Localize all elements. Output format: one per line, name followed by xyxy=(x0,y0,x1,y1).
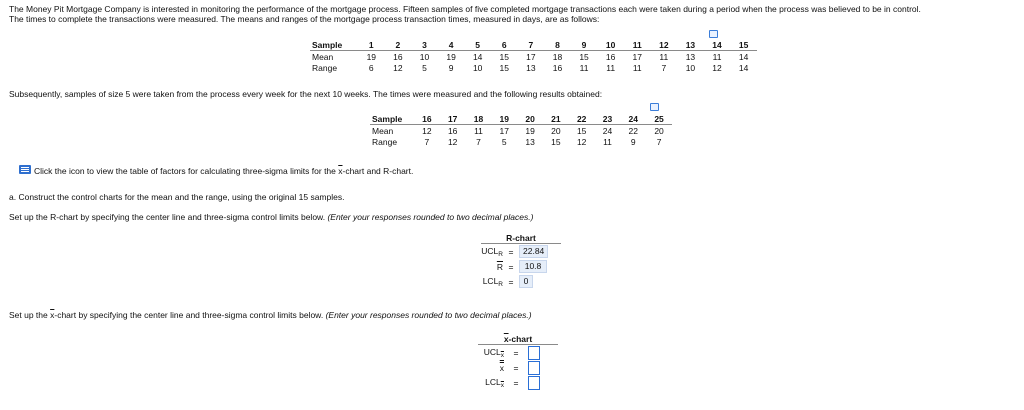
sample-number: 11 xyxy=(624,39,651,51)
equals-sign: = xyxy=(508,246,514,257)
table-row-range xyxy=(310,62,757,73)
table-cell: 20 xyxy=(551,125,561,136)
table-cell: 11 xyxy=(712,51,722,62)
sample-number: 17 xyxy=(440,113,466,125)
table-cell: 9 xyxy=(448,62,454,73)
xchart-xbarbar-label: x xyxy=(499,362,504,373)
rchart-rbar-row xyxy=(481,259,561,274)
table-cell: 9 xyxy=(630,136,636,147)
table-cell: 19 xyxy=(366,51,377,62)
sample-number: 14 xyxy=(704,39,731,51)
click-note-before: Click the icon to view the table of factors for calculating three-sigma limits for the xyxy=(34,166,339,176)
rchart-instruction-main: Set up the R-chart by specifying the center line and three-sigma control limits below. xyxy=(9,212,326,222)
xchart-ucl-row xyxy=(478,345,558,361)
xchart-instruction-after: -chart by specifying the center line and three-sigma control limits below. xyxy=(54,310,324,320)
part-a-text: a. Construct the control charts for the mean and the range, using the original 15 samples. xyxy=(9,192,345,202)
table-cell: 18 xyxy=(552,51,563,62)
xchart-center-input[interactable] xyxy=(528,361,540,375)
table-cell: 10 xyxy=(419,51,430,62)
table-cell: 15 xyxy=(579,51,589,62)
table-cell: 7 xyxy=(424,136,430,147)
click-note xyxy=(34,166,413,176)
table-cell: 10 xyxy=(685,62,696,73)
xchart-table xyxy=(478,333,558,390)
xchart-lcl-label: $LCL_{\overline{x}}$ xyxy=(485,376,504,389)
row-label: Mean xyxy=(372,125,394,136)
row-label: Range xyxy=(312,62,338,73)
sample-number: 10 xyxy=(597,39,624,51)
sample-number: 22 xyxy=(569,113,595,125)
weekly-samples-table xyxy=(370,113,672,147)
sample-number: 18 xyxy=(466,113,492,125)
equals-sign: = xyxy=(513,377,519,388)
sample-number: 13 xyxy=(677,39,704,51)
table-row-range xyxy=(370,136,672,147)
table-cell: 15 xyxy=(499,51,509,62)
table-cell: 15 xyxy=(576,125,587,136)
row-label: Range xyxy=(372,136,398,147)
xchart-ucl-label: $UCL_{\overline{x}}$ xyxy=(483,346,504,359)
table-cell: 14 xyxy=(738,51,749,62)
xchart-ucl-input[interactable] xyxy=(528,346,540,360)
table-cell: 11 xyxy=(579,62,589,73)
table-cell: 17 xyxy=(499,125,510,136)
table-cell: 19 xyxy=(446,51,456,62)
table-header-row xyxy=(370,113,672,125)
xchart-lcl-row xyxy=(478,375,558,390)
equals-sign: = xyxy=(508,276,514,287)
table-cell: 7 xyxy=(661,62,667,73)
xchart-center-row xyxy=(478,360,558,375)
xchart-title: $\overline{x}$-chart xyxy=(478,333,558,345)
xchart-ucl-input-cell xyxy=(528,345,558,361)
xchart-center-input-cell xyxy=(528,360,558,375)
sample-number: 16 xyxy=(414,113,440,125)
row-label: Sample xyxy=(370,113,414,125)
sample-number: 5 xyxy=(464,39,491,51)
xchart-instruction-xbar: $\overline{x}$ xyxy=(50,310,55,320)
equals-sign: = xyxy=(508,261,514,272)
table-cell: 14 xyxy=(738,62,749,73)
sample-number: 25 xyxy=(646,113,672,125)
table-cell: 22 xyxy=(628,125,638,136)
table-cell: 7 xyxy=(476,136,481,147)
table-cell: 13 xyxy=(685,51,696,62)
sample-number: 3 xyxy=(411,39,438,51)
table-cell: 12 xyxy=(576,136,587,147)
equals-sign: = xyxy=(513,347,519,358)
sample-number: 7 xyxy=(518,39,545,51)
sample-number: 2 xyxy=(385,39,412,51)
intro-line-2: The times to complete the transactions were measured. The means and ranges of the mortgage process transaction times, measured in days, are as follows: xyxy=(9,14,600,24)
table-cell: 11 xyxy=(603,136,612,147)
table-cell: 16 xyxy=(552,62,563,73)
rchart-instruction xyxy=(9,212,533,222)
sample-number: 20 xyxy=(517,113,543,125)
table-cell: 5 xyxy=(422,62,427,73)
rchart-ucl-label: $UCL_R$ xyxy=(481,245,503,258)
table-header-row xyxy=(310,39,757,51)
rchart-rbar-label: $\overline{R}$ xyxy=(496,261,503,272)
factors-table-icon[interactable] xyxy=(19,165,31,174)
intro-paragraph xyxy=(9,4,1017,24)
xchart-instruction xyxy=(9,310,532,320)
table-cell: 16 xyxy=(393,51,403,62)
xchart-instruction-note: (Enter your responses rounded to two decimal places.) xyxy=(325,310,532,320)
intro-line-1: The Money Pit Mortgage Company is interested in monitoring the performance of the mortgage process. Fifteen samples of five completed mortgage transactions each were taken during a period when the process was believed to be in control. xyxy=(9,4,921,14)
table-cell: 10 xyxy=(472,62,483,73)
table-cell: 15 xyxy=(499,62,509,73)
sample-number: 6 xyxy=(491,39,518,51)
sample-number: 12 xyxy=(651,39,678,51)
table-cell: 11 xyxy=(632,62,642,73)
table-cell: 24 xyxy=(602,125,613,136)
copy-table-icon[interactable] xyxy=(709,30,718,38)
table-cell: 15 xyxy=(551,136,561,147)
table-cell: 13 xyxy=(526,62,536,73)
table-cell: 12 xyxy=(712,62,722,73)
table-cell: 11 xyxy=(659,51,669,62)
copy-table-icon[interactable] xyxy=(650,103,659,111)
table-cell: 13 xyxy=(525,136,535,147)
table-row-mean xyxy=(370,125,672,137)
sample-number: 8 xyxy=(544,39,571,51)
table-cell: 14 xyxy=(472,51,483,62)
table-cell: 16 xyxy=(447,125,458,136)
row-label: Mean xyxy=(312,51,334,62)
rchart-rbar-value[interactable]: 10.8 xyxy=(519,259,561,274)
rchart-lcl-row xyxy=(481,274,561,289)
sample-number: 15 xyxy=(730,39,757,51)
table-cell: 16 xyxy=(605,51,616,62)
equals-sign: = xyxy=(513,362,519,373)
sample-number: 19 xyxy=(491,113,517,125)
click-note-xbar: $\overline{x}$ xyxy=(338,166,343,176)
click-note-after: -chart and R-chart. xyxy=(342,166,414,176)
xchart-lcl-input[interactable] xyxy=(528,376,540,390)
subsequent-text: Subsequently, samples of size 5 were taken from the process every week for the next 10 weeks. The times were measured and the following results obtained: xyxy=(9,89,603,99)
table-row-mean xyxy=(310,51,757,63)
rchart-lcl-label: $LCL_R$ xyxy=(482,275,503,288)
row-label: Sample xyxy=(310,39,358,51)
rchart-ucl-row xyxy=(481,244,561,260)
rchart-ucl-value[interactable]: 22.84 xyxy=(519,244,561,260)
table-cell: 7 xyxy=(656,136,662,147)
rchart-table xyxy=(481,232,561,289)
rchart-lcl-value[interactable]: 0 xyxy=(519,274,561,289)
table-cell: 20 xyxy=(654,125,664,136)
table-cell: 17 xyxy=(526,51,536,62)
sample-number: 23 xyxy=(595,113,621,125)
sample-number: 9 xyxy=(571,39,598,51)
table-cell: 12 xyxy=(447,136,458,147)
sample-number: 1 xyxy=(358,39,385,51)
xchart-lcl-input-cell xyxy=(528,375,558,390)
sample-number: 4 xyxy=(438,39,465,51)
table-cell: 12 xyxy=(393,62,403,73)
table-cell: 5 xyxy=(501,136,507,147)
sample-number: 21 xyxy=(543,113,569,125)
rchart-title: R-chart xyxy=(481,232,561,244)
table-cell: 17 xyxy=(632,51,642,62)
table-cell: 12 xyxy=(422,125,432,136)
xchart-instruction-before: Set up the xyxy=(9,310,51,320)
original-samples-table xyxy=(310,39,757,73)
sample-number: 24 xyxy=(620,113,646,125)
rchart-instruction-note: (Enter your responses rounded to two decimal places.) xyxy=(327,212,534,222)
table-cell: 11 xyxy=(606,62,616,73)
table-cell: 6 xyxy=(368,62,374,73)
table-cell: 11 xyxy=(474,125,483,136)
table-cell: 19 xyxy=(525,125,535,136)
